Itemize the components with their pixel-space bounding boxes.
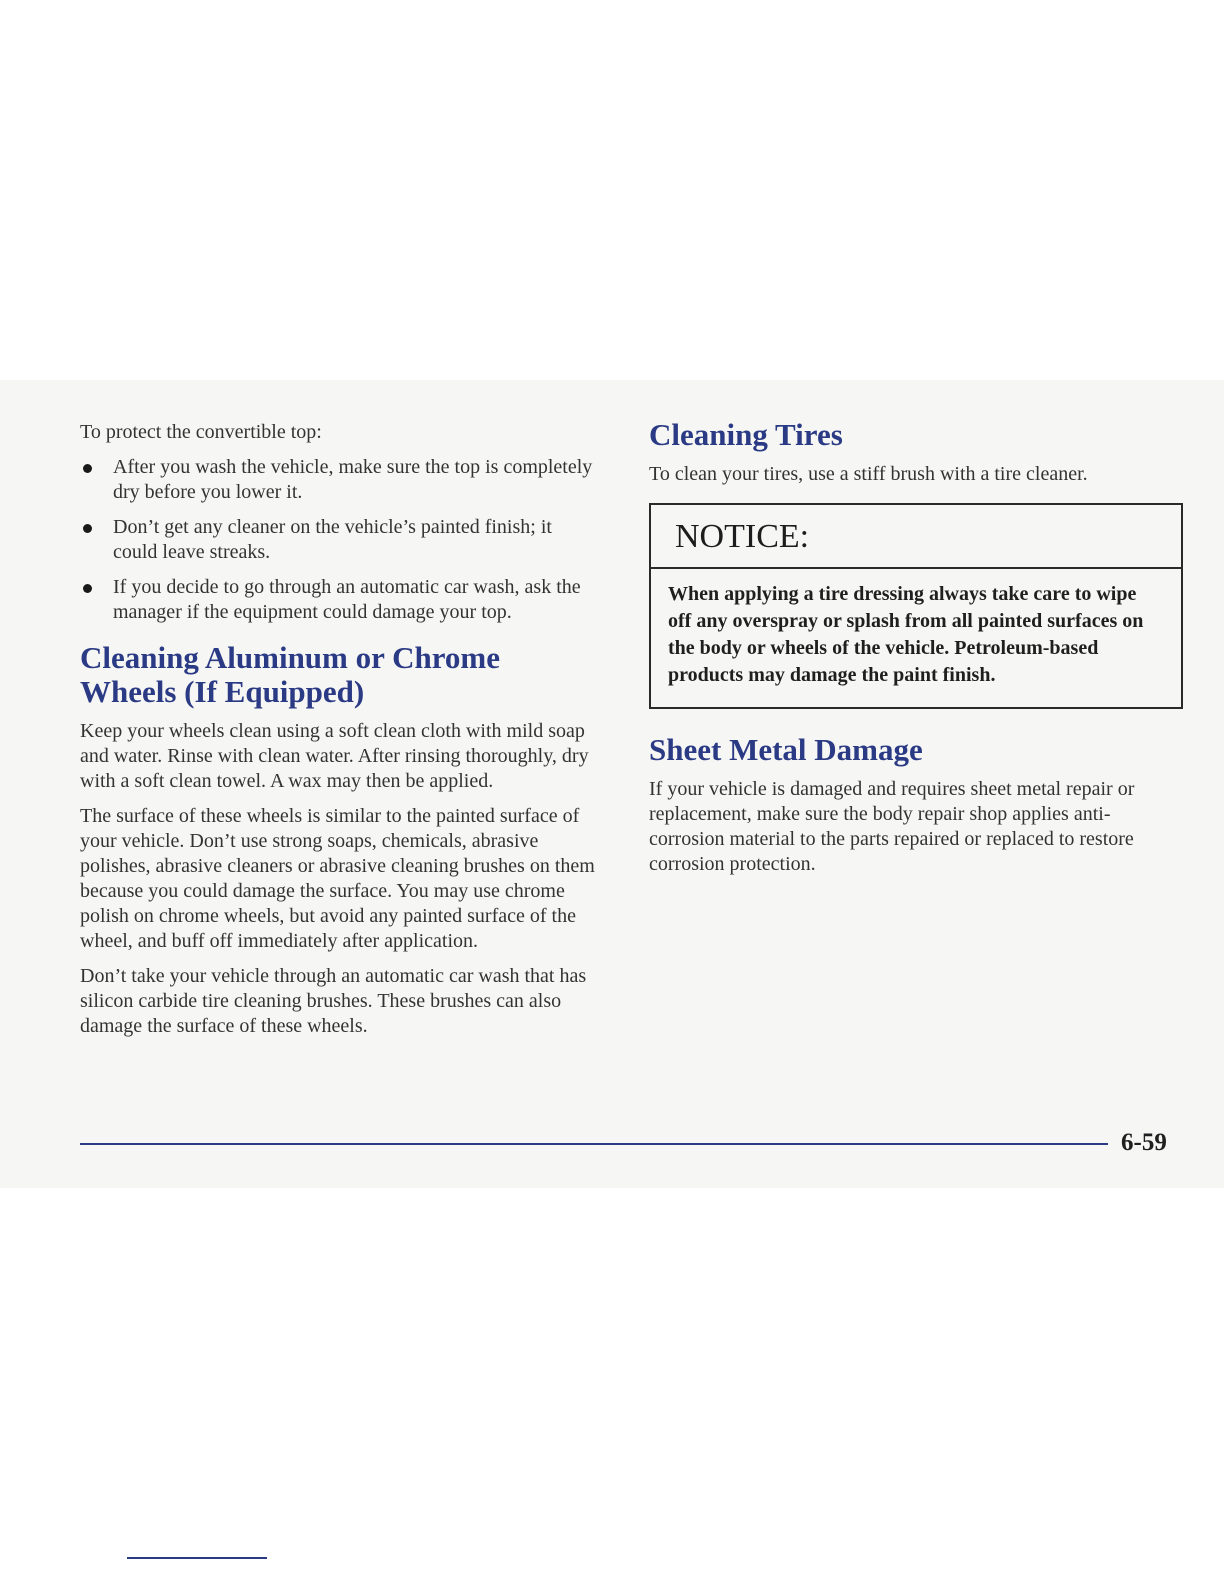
bullet-item (80, 515, 595, 565)
bullet-icon (83, 464, 92, 473)
notice-box (649, 503, 1183, 709)
stray-rule (127, 1557, 267, 1559)
right-column (649, 418, 1183, 887)
bullet-text: If you decide to go through an automatic car wash, ask the manager if the equipment could damage your top. (113, 576, 581, 623)
wheels-heading: Cleaning Aluminum or Chrome Wheels (If Equipped) (80, 640, 500, 709)
bullet-icon (83, 584, 92, 593)
sheet-metal-paragraph: If your vehicle is damaged and requires sheet metal repair or replacement, make sure the body repair shop applies anti-corrosion material to the parts repaired or replaced to restore corrosion protection. (649, 778, 1135, 875)
bullet-item (80, 455, 595, 505)
sheet-metal-heading: Sheet Metal Damage (649, 732, 923, 767)
wheels-paragraph: Keep your wheels clean using a soft clean cloth with mild soap and water. Rinse with clean water. After rinsing thoroughly, dry with a soft clean towel. A wax may then be applied. (80, 720, 589, 792)
notice-title: NOTICE: (651, 505, 1181, 569)
notice-text: When applying a tire dressing always take care to wipe off any overspray or splash from all painted surfaces on the body or wheels of the vehicle. Petroleum-based products may damage the paint finish. (668, 583, 1144, 686)
footer-rule (80, 1143, 1108, 1145)
tires-heading: Cleaning Tires (649, 417, 843, 452)
bullet-text: Don’t get any cleaner on the vehicle’s painted finish; it could leave streaks. (113, 516, 552, 563)
convertible-intro: To protect the convertible top: (80, 421, 322, 443)
wheels-paragraph: Don’t take your vehicle through an automatic car wash that has silicon carbide tire cleaning brushes. These brushes can also damage the surface of these wheels. (80, 965, 587, 1037)
bullet-item (80, 575, 595, 625)
convertible-bullet-list (80, 455, 595, 625)
bullet-icon (83, 524, 92, 533)
left-column (80, 420, 595, 1049)
tires-paragraph: To clean your tires, use a stiff brush with a tire cleaner. (649, 463, 1088, 485)
wheels-paragraph: The surface of these wheels is similar to the painted surface of your vehicle. Don’t use strong soaps, chemicals, abrasive polishes, abrasive cleaners or abrasive cleaning brushes on them because you could damage the surface. You may use chrome polish on chrome wheels, but avoid any painted surface of the wheel, and buff off immediately after application. (80, 805, 595, 952)
page-number: 6-59 (1121, 1129, 1167, 1156)
bullet-text: After you wash the vehicle, make sure the top is completely dry before you lower it. (113, 456, 593, 503)
